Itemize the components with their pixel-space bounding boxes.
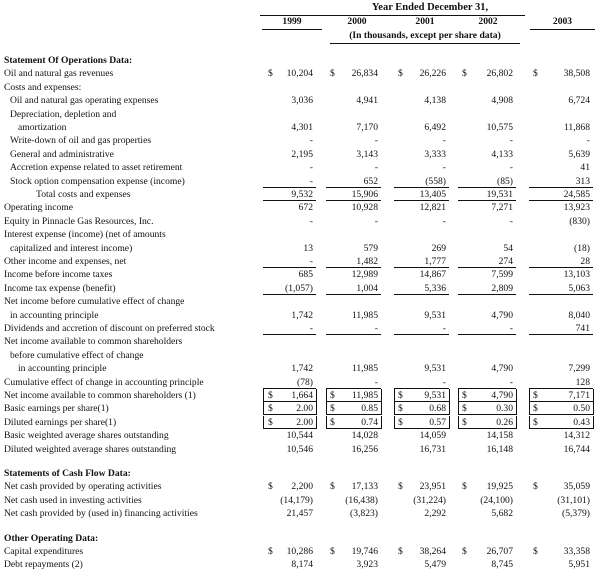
cell-value: 5,951	[568, 559, 590, 571]
dollar-sign: $	[268, 403, 273, 415]
cell-value: 3,333	[424, 148, 446, 160]
table-title: Year Ended December 31,	[371, 2, 489, 13]
row-label: Capital expenditures	[4, 546, 84, 557]
cell-value: -	[309, 135, 313, 147]
cell-value: 16,744	[563, 443, 590, 455]
cell-value: 10,544	[286, 430, 313, 442]
row-label: Interest expense (income) (net of amounts	[4, 229, 166, 241]
dollar-sign: $	[268, 390, 273, 401]
row-label: General and administrative	[10, 148, 114, 160]
cell-value: 17,133	[351, 481, 378, 493]
cell-value: (558)	[425, 175, 446, 187]
row-label: Equity in Pinnacle Gas Resources, Inc.	[4, 215, 154, 227]
cell-box-edge	[529, 389, 530, 402]
cell-value: 38,508	[563, 68, 590, 80]
row-label: capitalized and interest income)	[10, 242, 133, 254]
row-label: Oil and natural gas revenues	[4, 68, 114, 80]
cell-value: 6,724	[568, 95, 590, 107]
cell-box-edge	[316, 416, 317, 429]
dollar-sign: $	[533, 416, 538, 428]
table-row	[0, 188, 600, 201]
cell-value: 16,148	[486, 443, 513, 455]
cell-value: 0.30	[496, 403, 513, 415]
cell-value: 7,170	[356, 122, 378, 133]
table-row	[0, 81, 600, 94]
cell-value: 15,906	[351, 189, 378, 200]
cell-value: 4,790	[491, 309, 513, 321]
cell-value: 0.74	[361, 416, 378, 428]
cell-value: 41	[580, 162, 590, 174]
cell-box-edge	[326, 416, 327, 429]
row-label: Diluted earnings per share(1)	[4, 416, 117, 428]
table-row	[0, 429, 600, 442]
cell-value: (14,179)	[280, 494, 313, 506]
cell-value: 11,985	[351, 363, 378, 375]
cell-value: 8,174	[291, 559, 313, 571]
cell-value: 21,457	[286, 508, 313, 520]
cell-value: 26,834	[351, 68, 378, 80]
dollar-sign: $	[533, 390, 538, 401]
cell-value: 10,546	[286, 443, 313, 455]
cell-box-edge	[458, 416, 459, 429]
table-row	[0, 134, 600, 147]
cell-value: 274	[498, 256, 513, 267]
cell-value: -	[374, 135, 378, 147]
year-2002: 2002	[478, 16, 498, 27]
cell-value: 652	[363, 175, 378, 187]
cell-value: (31,101)	[557, 494, 590, 506]
cell-value: 9,532	[291, 189, 313, 200]
table-row	[0, 161, 600, 174]
cell-value: -	[586, 135, 590, 147]
cell-value: 13,405	[419, 189, 446, 200]
row-label: Total costs and expenses	[36, 189, 131, 200]
cell-value: 672	[298, 202, 313, 214]
cell-value: -	[309, 256, 313, 267]
cell-value: 10,575	[486, 122, 513, 133]
cell-value: 2,195	[291, 148, 313, 160]
cell-box-edge	[394, 389, 395, 402]
cell-value: 28	[580, 256, 590, 267]
cell-value: 7,299	[568, 363, 590, 375]
cell-value: 16,731	[419, 443, 446, 455]
cell-value: -	[442, 215, 446, 227]
cell-box-edge	[516, 416, 517, 429]
cell-box-edge	[381, 402, 382, 415]
cell-box-edge	[593, 416, 594, 429]
table-row	[0, 228, 600, 241]
cell-value: -	[509, 215, 513, 227]
cell-value: 14,867	[419, 269, 446, 281]
cell-value: 33,358	[563, 546, 590, 557]
dollar-sign: $	[533, 546, 538, 557]
cell-box-edge	[516, 402, 517, 415]
cell-value: -	[374, 162, 378, 174]
dollar-sign: $	[398, 416, 403, 428]
row-label: Stock option compensation expense (income)	[10, 175, 185, 187]
table-row	[0, 507, 600, 520]
cell-value: -	[509, 135, 513, 147]
dollar-sign: $	[533, 481, 538, 493]
cell-value: 35,059	[563, 481, 590, 493]
cell-value: 1,777	[424, 256, 446, 267]
cell-value: 16,256	[351, 443, 378, 455]
cell-value: 54	[503, 242, 513, 254]
row-label: amortization	[18, 122, 67, 133]
section-title: Statements of Cash Flow Data:	[4, 468, 131, 479]
row-label: Cumulative effect of change in accounting principle	[4, 376, 204, 388]
table-row	[0, 201, 600, 214]
section-header	[0, 467, 600, 480]
table-row	[0, 558, 600, 571]
cell-value: 24,585	[563, 189, 590, 200]
row-label: Other income and expenses, net	[4, 256, 127, 267]
cell-value: 685	[298, 269, 313, 281]
dollar-sign: $	[533, 403, 538, 415]
row-label: Depreciation, depletion and	[10, 108, 117, 120]
cell-value: 13,923	[563, 202, 590, 214]
table-row	[0, 148, 600, 161]
cell-value: 4,941	[356, 95, 378, 107]
row-label: Basic earnings per share(1)	[4, 403, 109, 415]
header-rule-1999	[262, 29, 322, 30]
cell-value: 0.85	[361, 403, 378, 415]
cell-value: -	[374, 376, 378, 388]
dollar-sign: $	[268, 68, 273, 80]
cell-box-edge	[449, 402, 450, 415]
cell-value: 3,923	[356, 559, 378, 571]
cell-value: 0.43	[573, 416, 590, 428]
table-subtitle: (In thousands, except per share data)	[349, 30, 501, 41]
cell-box-edge	[593, 389, 594, 402]
cell-value: 4,301	[291, 122, 313, 133]
cell-value: 5,336	[424, 282, 446, 294]
cell-value: 11,868	[563, 122, 590, 133]
dollar-sign: $	[398, 481, 403, 493]
row-label: Dividends and accretion of discount on preferred stock	[4, 323, 215, 334]
cell-value: 13	[303, 242, 313, 254]
cell-value: 26,707	[486, 546, 513, 557]
table-row	[0, 282, 600, 295]
cell-value: 14,059	[419, 430, 446, 442]
cell-value: -	[309, 215, 313, 227]
table-row	[0, 545, 600, 558]
cell-box-edge	[316, 402, 317, 415]
cell-value: -	[374, 323, 378, 334]
cell-value: -	[374, 215, 378, 227]
section-title: Other Operating Data:	[4, 532, 99, 544]
table-row	[0, 268, 600, 281]
cell-value: 12,821	[419, 202, 446, 214]
cell-value: 6,492	[424, 122, 446, 133]
row-label: in accounting principle	[10, 309, 99, 321]
row-label: Costs and expenses:	[4, 81, 82, 93]
dollar-sign: $	[462, 390, 467, 401]
cell-value: 7,271	[491, 202, 513, 214]
dollar-sign: $	[268, 546, 273, 557]
cell-value: (31,224)	[413, 494, 446, 506]
cell-box-edge	[449, 416, 450, 429]
row-label: Net income available to common shareholders	[4, 336, 183, 348]
cell-value: 14,158	[486, 430, 513, 442]
cell-value: 0.26	[496, 416, 513, 428]
cell-value: (1,057)	[285, 282, 313, 294]
cell-value: 1,742	[291, 363, 313, 375]
cell-value: (18)	[574, 242, 590, 254]
cell-value: (24,100)	[480, 494, 513, 506]
cell-value: 313	[575, 175, 590, 187]
dollar-sign: $	[330, 416, 335, 428]
cell-value: -	[509, 376, 513, 388]
cell-value: (830)	[569, 215, 590, 227]
dollar-sign: $	[462, 403, 467, 415]
cell-value: 5,063	[568, 282, 590, 294]
section-title: Statement Of Operations Data:	[4, 55, 133, 66]
cell-value: 14,028	[351, 430, 378, 442]
cell-box-edge	[326, 389, 327, 402]
row-label: Operating income	[4, 202, 73, 214]
row-label: in accounting principle	[18, 363, 107, 375]
cell-value: (78)	[297, 376, 313, 388]
dollar-sign: $	[330, 481, 335, 493]
table-row	[0, 402, 600, 415]
cell-box-edge	[263, 416, 264, 429]
cell-box-edge	[529, 416, 530, 429]
table-row	[0, 121, 600, 134]
cell-box-edge	[458, 402, 459, 415]
table-row	[0, 255, 600, 268]
row-label: Income before income taxes	[4, 269, 113, 281]
header-rule-subtitle	[330, 43, 520, 44]
cell-value: 2.00	[296, 416, 313, 428]
cell-value: -	[442, 323, 446, 334]
table-row	[0, 295, 600, 308]
cell-value: 38,264	[419, 546, 446, 557]
cell-value: 8,040	[568, 309, 590, 321]
cell-value: 19,531	[486, 189, 513, 200]
cell-box-edge	[394, 402, 395, 415]
cell-value: 14,312	[563, 430, 590, 442]
table-row	[0, 67, 600, 80]
cell-value: 26,226	[419, 68, 446, 80]
row-label: Net cash provided by (used in) financing activities	[4, 508, 198, 520]
cell-value: -	[509, 323, 513, 334]
cell-box-edge	[449, 389, 450, 402]
year-2001: 2001	[415, 16, 435, 27]
cell-value: 12,989	[351, 269, 378, 281]
dollar-sign: $	[268, 416, 273, 428]
cell-box-edge	[516, 389, 517, 402]
cell-value: 269	[431, 242, 446, 254]
cell-value: 3,143	[356, 148, 378, 160]
dollar-sign: $	[462, 546, 467, 557]
header-rule-2003	[530, 29, 595, 30]
section-header	[0, 54, 600, 67]
cell-box-edge	[263, 389, 264, 402]
cell-value: 2,292	[424, 508, 446, 520]
cell-value: 579	[363, 242, 378, 254]
table-row	[0, 389, 600, 402]
cell-value: -	[442, 135, 446, 147]
row-label: Accretion expense related to asset retirement	[10, 162, 183, 174]
row-label: Basic weighted average shares outstanding	[4, 430, 169, 442]
table-row	[0, 322, 600, 335]
section-header	[0, 532, 600, 545]
cell-value: -	[509, 162, 513, 174]
cell-value: 5,682	[491, 508, 513, 520]
year-2000: 2000	[347, 16, 367, 27]
cell-value: 0.57	[429, 416, 446, 428]
row-label: Income tax expense (benefit)	[4, 282, 116, 294]
dollar-sign: $	[398, 390, 403, 401]
dollar-sign: $	[330, 403, 335, 415]
cell-value: 1,664	[291, 390, 313, 401]
row-label: Diluted weighted average shares outstanding	[4, 443, 177, 455]
dollar-sign: $	[398, 546, 403, 557]
cell-value: 3,036	[291, 95, 313, 107]
year-2003: 2003	[552, 16, 573, 27]
cell-value: (3,823)	[350, 508, 378, 520]
cell-value: 128	[575, 376, 590, 388]
cell-value: 2,200	[291, 481, 313, 493]
cell-value: 4,790	[491, 390, 513, 401]
row-label: Net income before cumulative effect of change	[4, 296, 185, 308]
cell-value: 11,985	[351, 390, 378, 401]
cell-value: 11,985	[351, 309, 378, 321]
row-label: before cumulative effect of change	[10, 349, 144, 361]
row-label: Debt repayments (2)	[4, 559, 83, 571]
cell-value: 10,204	[286, 68, 313, 80]
cell-box-edge	[316, 389, 317, 402]
table-row	[0, 443, 600, 456]
dollar-sign: $	[398, 403, 403, 415]
row-label: Write-down of oil and gas properties	[10, 135, 152, 147]
cell-value: 8,745	[491, 559, 513, 571]
cell-box-edge	[593, 402, 594, 415]
cell-value: 9,531	[424, 309, 446, 321]
cell-value: 7,599	[491, 269, 513, 281]
cell-value: 19,925	[486, 481, 513, 493]
cell-value: 5,479	[424, 559, 446, 571]
row-label: Net cash provided by operating activities	[4, 481, 162, 493]
cell-value: 0.50	[573, 403, 590, 415]
cell-value: (85)	[497, 175, 513, 187]
table-row	[0, 242, 600, 255]
cell-value: 741	[575, 323, 590, 334]
cell-value: 4,133	[491, 148, 513, 160]
dollar-sign: $	[533, 68, 538, 80]
cell-box-edge	[394, 416, 395, 429]
cell-value: 26,802	[486, 68, 513, 80]
dollar-sign: $	[462, 416, 467, 428]
row-label: Net cash used in investing activities	[4, 494, 142, 506]
cell-value: (5,379)	[562, 508, 590, 520]
dollar-sign: $	[330, 390, 335, 401]
table-row	[0, 309, 600, 322]
cell-box-edge	[381, 416, 382, 429]
row-label: Oil and natural gas operating expenses	[10, 95, 159, 107]
dollar-sign: $	[462, 481, 467, 493]
cell-value: 1,004	[356, 282, 378, 294]
cell-value: -	[309, 323, 313, 334]
cell-value: 9,531	[424, 390, 446, 401]
table-row	[0, 480, 600, 493]
row-label: Net income available to common shareholders (1)	[4, 390, 196, 401]
cell-value: 4,908	[491, 95, 513, 107]
cell-value: -	[442, 162, 446, 174]
table-row	[0, 94, 600, 107]
cell-value: -	[309, 162, 313, 174]
table-row	[0, 335, 600, 348]
cell-value: 2.00	[296, 403, 313, 415]
cell-value: 1,742	[291, 309, 313, 321]
table-row	[0, 494, 600, 507]
dollar-sign: $	[462, 68, 467, 80]
cell-box-edge	[326, 402, 327, 415]
table-row	[0, 362, 600, 375]
table-row	[0, 416, 600, 429]
dollar-sign: $	[330, 546, 335, 557]
cell-box-edge	[458, 389, 459, 402]
cell-value: 9,531	[424, 363, 446, 375]
cell-value: 7,171	[568, 390, 590, 401]
cell-value: -	[309, 175, 313, 187]
cell-value: 2,809	[491, 282, 513, 294]
cell-value: 5,639	[568, 148, 590, 160]
cell-value: 13,103	[563, 269, 590, 281]
table-row	[0, 376, 600, 389]
table-row	[0, 175, 600, 188]
cell-value: 19,746	[351, 546, 378, 557]
cell-value: 1,482	[356, 256, 378, 267]
dollar-sign: $	[398, 68, 403, 80]
table-row	[0, 108, 600, 121]
cell-box-edge	[381, 389, 382, 402]
table-row	[0, 215, 600, 228]
cell-value: 4,790	[491, 363, 513, 375]
cell-value: (16,438)	[345, 494, 378, 506]
cell-box-edge	[263, 402, 264, 415]
dollar-sign: $	[330, 68, 335, 80]
cell-value: 10,928	[351, 202, 378, 214]
cell-value: -	[442, 376, 446, 388]
table-row	[0, 349, 600, 362]
cell-value: 23,951	[419, 481, 446, 493]
dollar-sign: $	[268, 481, 273, 493]
cell-value: 4,138	[424, 95, 446, 107]
cell-value: 0.68	[429, 403, 446, 415]
year-1999: 1999	[282, 16, 302, 27]
cell-value: 10,286	[286, 546, 313, 557]
cell-box-edge	[529, 402, 530, 415]
